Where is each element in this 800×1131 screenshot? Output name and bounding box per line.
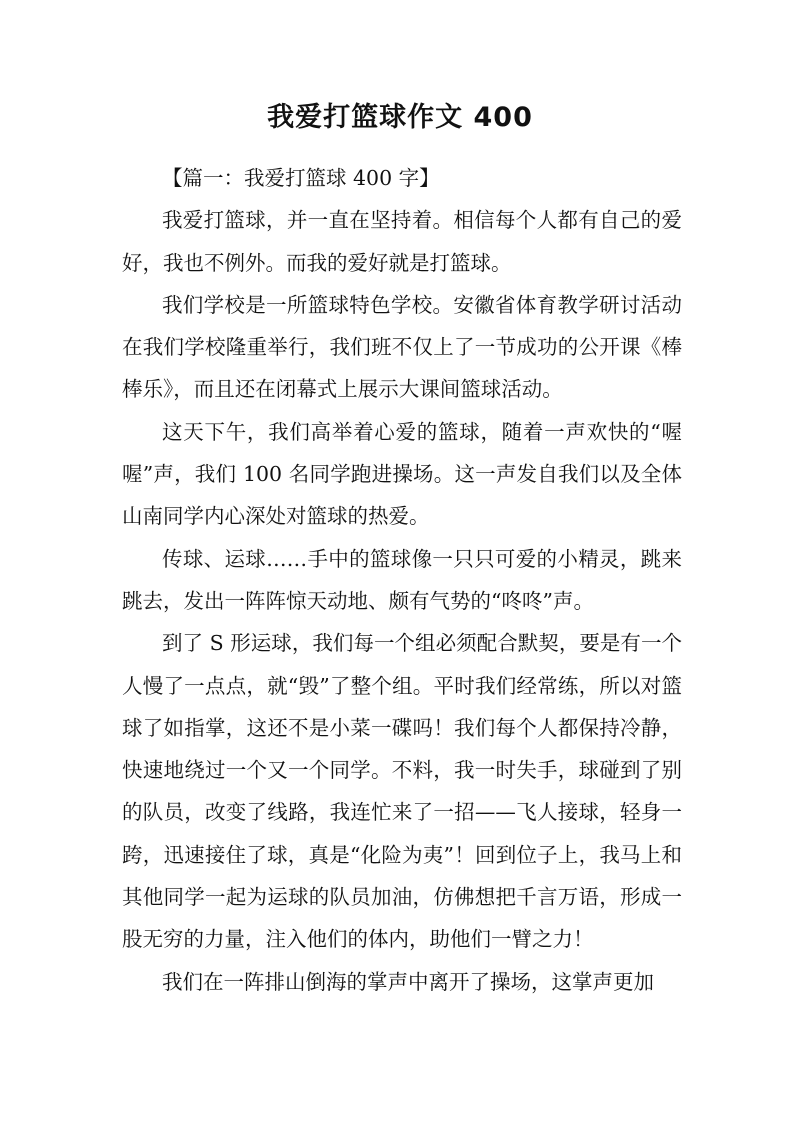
paragraph: 我爱打篮球，并一直在坚持着。相信每个人都有自己的爱好，我也不例外。而我的爱好就是打篮球。 [122,208,682,275]
section-heading: 【篇一：我爱打篮球 400 字】 [162,166,440,190]
paragraph: 传球、运球……手中的篮球像一只只可爱的小精灵，跳来跳去，发出一阵阵惊天动地、颇有气势的“咚咚”声。 [122,546,682,613]
document-body [122,157,682,1003]
paragraph: 到了 S 形运球，我们每一个组必须配合默契，要是有一个人慢了一点点，就“毁”了整个组。平时我们经常练，所以对篮球了如指掌，这还不是小菜一碟吗！我们每个人都保持冷静，快速地绕过一个又一个同学。不料，我一时失手，球碰到了别的队员，改变了线路，我连忙来了一招——飞人接球，轻身一跨，迅速接住了球，真是“化险为夷”！回到位子上，我马上和其他同学一起为运球的队员加油，仿佛想把千言万语，形成一股无穷的力量，注入他们的体内，助他们一臂之力！ [122,631,682,952]
paragraph: 这天下午，我们高举着心爱的篮球，随着一声欢快的“喔喔”声，我们 100 名同学跑进操场。这一声发自我们以及全体山南同学内心深处对篮球的热爱。 [122,419,682,529]
paragraph: 我们学校是一所篮球特色学校。安徽省体育教学研讨活动在我们学校隆重举行，我们班不仅上了一节成功的公开课《棒棒乐》，而且还在闭幕式上展示大课间篮球活动。 [122,292,682,402]
document-title: 我爱打篮球作文 400 [267,102,533,133]
paragraph: 我们在一阵排山倒海的掌声中离开了操场，这掌声更加 [162,969,654,994]
